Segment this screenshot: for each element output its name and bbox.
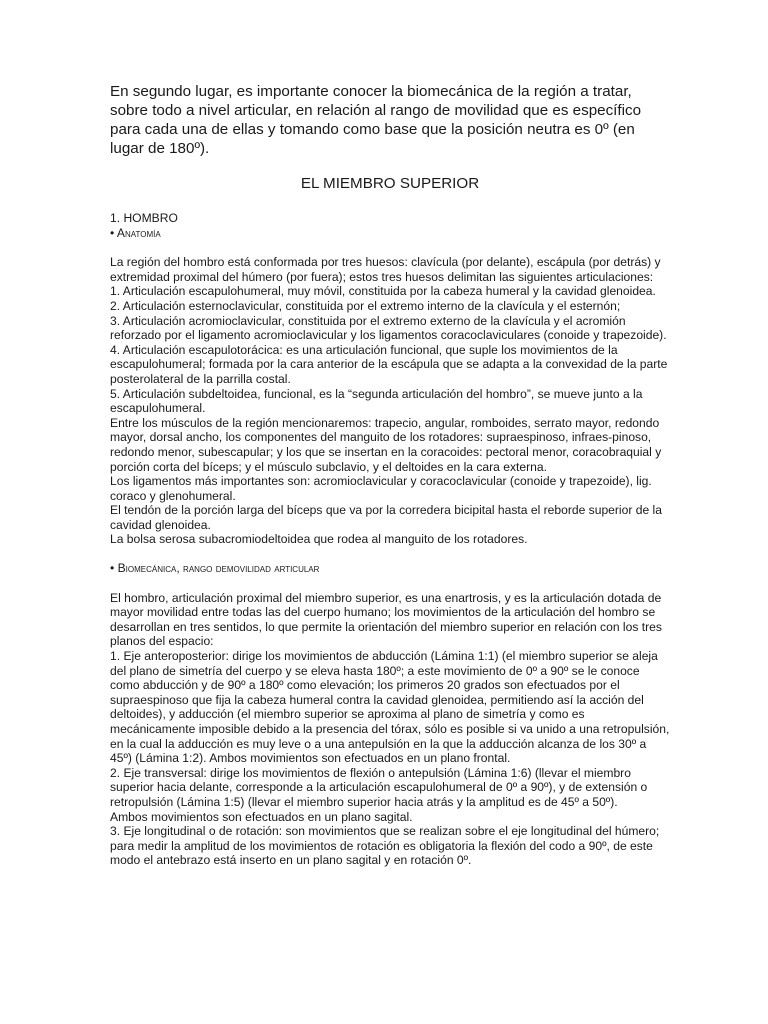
anatomy-paragraph: 1. Articulación escapulohumeral, muy móvil, constituida por la cabeza humeral y la cavidad glenoidea. (110, 284, 656, 299)
document-page (110, 82, 670, 868)
section-title: EL MIEMBRO SUPERIOR (300, 175, 480, 192)
anatomy-paragraph: 2. Articulación esternoclavicular, constituida por el extremo interno de la clavícula y el esternón; (110, 298, 621, 313)
biomechanics-heading: • Biomecánica, rango demovilidad articular (110, 561, 320, 576)
biomechanics-paragraph: 2. Eje transversal: dirige los movimientos de flexión o antepulsión (Lámina 1:6) (llevar el miembro superior hacia delante, corresponde a la articulación escapulohumeral de 0º a 90º), y de extensión o retropulsión (Lámina 1:5) (llevar el miembro superior hacia atrás y la amplitud es de 45º a 50º). (110, 765, 648, 809)
spacer (110, 576, 670, 591)
intro-paragraph: En segundo lugar, es importante conocer la biomecánica de la región a tratar, sobre todo a nivel articular, en relación al rango de movilidad que es específico para cada una de ellas y tomando como base que la posición neutra es 0º (en lugar de 180º). (110, 83, 642, 157)
biomechanics-section (110, 591, 670, 868)
anatomy-paragraph: Los ligamentos más importantes son: acromioclavicular y coracoclavicular (conoide y trapezoide), lig. coraco y glenohumeral. (110, 474, 652, 503)
spacer (110, 547, 670, 561)
anatomy-heading: • Anatomía (110, 225, 161, 240)
anatomy-paragraph: 4. Articulación escapulotorácica: es una articulación funcional, que suple los movimientos de la escapulohumeral; formada por la cara anterior de la escápula que se adapta a la convexidad de la parte posterolateral de la parrilla costal. (110, 342, 668, 386)
anatomy-paragraph: La región del hombro está conformada por tres huesos: clavícula (por delante), escápula (por detrás) y extremidad proximal del húmero (por fuera); estos tres huesos delimitan las siguientes articulaciones: (110, 255, 661, 284)
anatomy-section (110, 255, 670, 547)
subsection-heading-hombro: 1. HOMBRO (110, 211, 178, 225)
biomechanics-paragraph: 1. Eje anteroposterior: dirige los movimientos de abducción (Lámina 1:1) (el miembro superior se aleja del plano de simetría del cuerpo y se eleva hasta 180º; a este movimiento de 0º a 90º se le conoce como abducción y de 90º a 180º como elevación; los primeros 20 grados son efectuados por el supraespinoso que fija la cabeza humeral contra la cavidad glenoidea, permitiendo así la acción del deltoides), y adducción (el miembro superior se aproxima al plano de simetría y como es mecánicamente imposible debido a la presencia del tórax, sólo es posible si va unido a una retropulsión, en la cual la adducción es muy leve o a una antepulsión en la que la adducción alcanza de los 30º a 45º) (Lámina 1:2). Ambos movimientos son efectuados en un plano frontal. (110, 649, 670, 766)
biomechanics-paragraph: Ambos movimientos son efectuados en un plano sagital. (110, 809, 413, 824)
spacer (110, 240, 670, 255)
anatomy-paragraph: Entre los músculos de la región mencionaremos: trapecio, angular, romboides, serrato mayor, redondo mayor, dorsal ancho, los componentes del manguito de los rotadores: supraespinoso, infraes-pinoso, redondo menor, subescapular; y los que se insertan en la coracoides: pectoral menor, coracobraquial y porción corta del bíceps; y el músculo subclavio, y el deltoides en la cara externa. (110, 415, 662, 474)
anatomy-paragraph: 5. Articulación subdeltoidea, funcional, es la “segunda articulación del hombro”, se mueve junto a la escapulohumeral. (110, 386, 643, 416)
biomechanics-paragraph: El hombro, articulación proximal del miembro superior, es una enartrosis, y es la articulación dotada de mayor movilidad entre todas las del cuerpo humano; los movimientos de la articulación del hombro se desarrollan en tres sentidos, lo que permite la orientación del miembro superior en relación con los tres planos del espacio: (110, 590, 662, 649)
anatomy-paragraph: 3. Articulación acromioclavicular, constituida por el extremo externo de la clavícula y el acromión reforzado por el ligamento acromioclavicular y los ligamentos coracoclaviculares (conoide y trapezoide). (110, 313, 667, 343)
anatomy-paragraph: El tendón de la porción larga del bíceps que va por la corredera bicipital hasta el reborde superior de la cavidad glenoidea. (110, 503, 662, 532)
anatomy-paragraph: La bolsa serosa subacromiodeltoidea que rodea al manguito de los rotadores. (110, 532, 528, 547)
biomechanics-paragraph: 3. Eje longitudinal o de rotación: son movimientos que se realizan sobre el eje longitudinal del húmero; para medir la amplitud de los movimientos de rotación es obligatoria la flexión del codo a 90º, de este modo el antebrazo está inserto en un plano sagital y en rotación 0º. (110, 824, 660, 868)
